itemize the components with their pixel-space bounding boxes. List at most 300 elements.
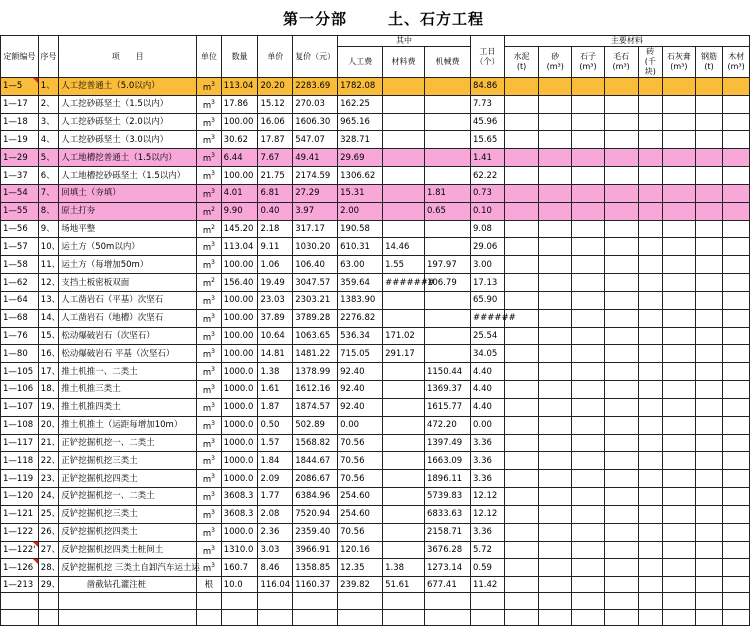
cell-material-qty[interactable]	[663, 220, 696, 238]
cell-total[interactable]: 317.17	[293, 220, 338, 238]
cell-workday[interactable]: 0.00	[470, 416, 504, 434]
cell-machine[interactable]	[424, 327, 470, 345]
cell-material-qty[interactable]	[663, 149, 696, 167]
cell-unit[interactable]	[197, 559, 222, 577]
cell-material-qty[interactable]	[572, 327, 605, 345]
cell-material-qty[interactable]	[663, 505, 696, 523]
cell-code[interactable]: 1—17	[1, 95, 39, 113]
cell-qty[interactable]: 113.04	[221, 78, 258, 96]
cell-material-qty[interactable]	[695, 559, 723, 577]
cell-material-qty[interactable]	[663, 488, 696, 506]
cell-price[interactable]: 2.09	[258, 470, 293, 488]
cell-labor[interactable]: 1306.62	[338, 167, 383, 185]
cell-code[interactable]: 1—126	[1, 559, 39, 577]
cell-material-qty[interactable]	[504, 523, 539, 541]
cell-material-qty[interactable]	[604, 327, 638, 345]
cell-code[interactable]: 1—122	[1, 523, 39, 541]
cell-material-qty[interactable]	[572, 167, 605, 185]
cell-price[interactable]: 8.46	[258, 559, 293, 577]
cell-material-qty[interactable]	[504, 434, 539, 452]
cell-material-qty[interactable]	[723, 167, 750, 185]
cell-material-qty[interactable]	[663, 559, 696, 577]
cell-material-qty[interactable]	[663, 309, 696, 327]
cell-code[interactable]: 1—58	[1, 256, 39, 274]
cell-material-qty[interactable]	[663, 291, 696, 309]
cell-total[interactable]: 1378.99	[293, 363, 338, 381]
cell-item[interactable]: 人工地槽挖普通土（1.5以内）	[59, 149, 197, 167]
cell-material-qty[interactable]	[539, 202, 572, 220]
cell-item[interactable]: 反铲挖掘机挖四类土桩间土	[59, 541, 197, 559]
comment-indicator-icon[interactable]	[33, 559, 38, 564]
cell-material-qty[interactable]	[638, 488, 663, 506]
cell-material-qty[interactable]	[723, 327, 750, 345]
cell-code[interactable]: 1—108	[1, 416, 39, 434]
cell-price[interactable]: 2.18	[258, 220, 293, 238]
cell-unit[interactable]	[197, 505, 222, 523]
cell-unit[interactable]	[197, 452, 222, 470]
cell-material[interactable]: 171.02	[383, 327, 425, 345]
cell-total[interactable]: 270.03	[293, 95, 338, 113]
cell-machine[interactable]: 1615.77	[424, 398, 470, 416]
cell-material-qty[interactable]	[663, 202, 696, 220]
cell-material-qty[interactable]	[638, 238, 663, 256]
cell-unit[interactable]	[197, 577, 222, 593]
cell-material-qty[interactable]	[638, 113, 663, 131]
cell-item[interactable]: 人工挖砂砾坚土（2.0以内）	[59, 113, 197, 131]
cell-total[interactable]: 27.29	[293, 184, 338, 202]
cell-material-qty[interactable]	[539, 559, 572, 577]
cell-unit[interactable]	[197, 327, 222, 345]
empty-cell[interactable]	[572, 609, 605, 625]
cell-labor[interactable]: 1782.08	[338, 78, 383, 96]
cell-material-qty[interactable]	[695, 470, 723, 488]
cell-qty[interactable]: 17.86	[221, 95, 258, 113]
cell-unit[interactable]	[197, 488, 222, 506]
cell-seq[interactable]: 25、	[38, 505, 58, 523]
cell-material[interactable]	[383, 470, 425, 488]
cell-item[interactable]: 原土打夯	[59, 202, 197, 220]
cell-material[interactable]	[383, 452, 425, 470]
cell-material-qty[interactable]	[723, 202, 750, 220]
cell-price[interactable]: 6.81	[258, 184, 293, 202]
cell-total[interactable]: 2283.69	[293, 78, 338, 96]
cell-material-qty[interactable]	[572, 434, 605, 452]
cell-machine[interactable]: 1896.11	[424, 470, 470, 488]
cell-qty[interactable]: 1000.0	[221, 470, 258, 488]
cell-material[interactable]	[383, 184, 425, 202]
cell-material-qty[interactable]	[638, 149, 663, 167]
cell-material-qty[interactable]	[572, 131, 605, 149]
cell-total[interactable]: 2174.59	[293, 167, 338, 185]
cell-price[interactable]: 2.08	[258, 505, 293, 523]
cell-price[interactable]: 7.67	[258, 149, 293, 167]
cell-unit[interactable]	[197, 363, 222, 381]
empty-cell[interactable]	[424, 609, 470, 625]
cell-total[interactable]: 3966.91	[293, 541, 338, 559]
cell-workday[interactable]: 1.41	[470, 149, 504, 167]
cell-item[interactable]: 场地平整	[59, 220, 197, 238]
cell-labor[interactable]: 162.25	[338, 95, 383, 113]
cell-machine[interactable]: 1273.14	[424, 559, 470, 577]
cell-item[interactable]: 推土机推三类土	[59, 381, 197, 399]
cell-price[interactable]: 1.87	[258, 398, 293, 416]
cell-qty[interactable]: 100.00	[221, 113, 258, 131]
empty-cell[interactable]	[59, 609, 197, 625]
cell-material-qty[interactable]	[504, 184, 539, 202]
cell-material-qty[interactable]	[723, 523, 750, 541]
cell-code[interactable]: 1—119	[1, 470, 39, 488]
cell-material-qty[interactable]	[539, 416, 572, 434]
cell-total[interactable]: 6384.96	[293, 488, 338, 506]
cell-material[interactable]	[383, 416, 425, 434]
cell-unit[interactable]	[197, 523, 222, 541]
cell-material[interactable]	[383, 78, 425, 96]
cell-material-qty[interactable]	[638, 202, 663, 220]
cell-material-qty[interactable]	[723, 95, 750, 113]
cell-code[interactable]: 1—5	[1, 78, 39, 96]
cell-material-qty[interactable]	[604, 398, 638, 416]
cell-qty[interactable]: 1000.0	[221, 381, 258, 399]
cell-unit[interactable]	[197, 78, 222, 96]
cell-material-qty[interactable]	[504, 78, 539, 96]
cell-total[interactable]: 3789.28	[293, 309, 338, 327]
cell-unit[interactable]	[197, 238, 222, 256]
cell-material-qty[interactable]	[504, 327, 539, 345]
cell-material-qty[interactable]	[723, 541, 750, 559]
cell-item[interactable]: 人工挖砂砾坚土（3.0以内）	[59, 131, 197, 149]
cell-unit[interactable]	[197, 434, 222, 452]
cell-workday[interactable]: 3.36	[470, 434, 504, 452]
cell-material[interactable]	[383, 381, 425, 399]
cell-item[interactable]: 松动爆破岩石（次坚石）	[59, 327, 197, 345]
cell-labor[interactable]: 92.40	[338, 363, 383, 381]
cell-price[interactable]: 23.03	[258, 291, 293, 309]
cell-material-qty[interactable]	[638, 398, 663, 416]
cell-price[interactable]: 10.64	[258, 327, 293, 345]
cell-material-qty[interactable]	[504, 470, 539, 488]
cell-seq[interactable]: 1、	[38, 78, 58, 96]
cell-qty[interactable]: 30.62	[221, 131, 258, 149]
cell-material-qty[interactable]	[572, 381, 605, 399]
empty-cell[interactable]	[695, 593, 723, 609]
cell-unit[interactable]	[197, 309, 222, 327]
cell-machine[interactable]: 1150.44	[424, 363, 470, 381]
cell-price[interactable]: 14.81	[258, 345, 293, 363]
empty-cell[interactable]	[197, 609, 222, 625]
cell-qty[interactable]: 160.7	[221, 559, 258, 577]
cell-workday[interactable]: 65.90	[470, 291, 504, 309]
cell-material-qty[interactable]	[504, 363, 539, 381]
cell-material-qty[interactable]	[723, 220, 750, 238]
cell-total[interactable]: 1063.65	[293, 327, 338, 345]
cell-qty[interactable]: 100.00	[221, 345, 258, 363]
cell-item[interactable]: 人工挖普通土（5.0以内）	[59, 78, 197, 96]
empty-cell[interactable]	[221, 609, 258, 625]
cell-material-qty[interactable]	[723, 274, 750, 292]
cell-material-qty[interactable]	[638, 167, 663, 185]
cell-price[interactable]: 15.12	[258, 95, 293, 113]
cell-material-qty[interactable]	[723, 470, 750, 488]
cell-item[interactable]: 运土方（每增加50m）	[59, 256, 197, 274]
cell-seq[interactable]: 19、	[38, 398, 58, 416]
cell-seq[interactable]: 18、	[38, 381, 58, 399]
cell-qty[interactable]: 3608.3	[221, 505, 258, 523]
cell-workday[interactable]: 12.12	[470, 505, 504, 523]
cell-material-qty[interactable]	[604, 149, 638, 167]
cell-price[interactable]: 1.57	[258, 434, 293, 452]
cell-material-qty[interactable]	[638, 256, 663, 274]
cell-total[interactable]: 2086.67	[293, 470, 338, 488]
cell-material-qty[interactable]	[695, 381, 723, 399]
cell-material[interactable]	[383, 505, 425, 523]
cell-material-qty[interactable]	[572, 238, 605, 256]
cell-material[interactable]	[383, 363, 425, 381]
cell-qty[interactable]: 100.00	[221, 167, 258, 185]
cell-material-qty[interactable]	[604, 95, 638, 113]
empty-cell[interactable]	[338, 593, 383, 609]
cell-material-qty[interactable]	[663, 78, 696, 96]
cell-code[interactable]: 1—122'	[1, 541, 39, 559]
cell-qty[interactable]: 1000.0	[221, 398, 258, 416]
cell-material-qty[interactable]	[572, 309, 605, 327]
cell-machine[interactable]	[424, 78, 470, 96]
cell-code[interactable]: 1—55	[1, 202, 39, 220]
cell-machine[interactable]: 0.65	[424, 202, 470, 220]
cell-material-qty[interactable]	[504, 95, 539, 113]
cell-material-qty[interactable]	[638, 274, 663, 292]
cell-workday[interactable]: 3.36	[470, 523, 504, 541]
cell-seq[interactable]: 22、	[38, 452, 58, 470]
cell-material-qty[interactable]	[638, 95, 663, 113]
cell-material-qty[interactable]	[572, 488, 605, 506]
cell-code[interactable]: 1—57	[1, 238, 39, 256]
cell-code[interactable]: 1—117	[1, 434, 39, 452]
cell-material-qty[interactable]	[604, 238, 638, 256]
cell-seq[interactable]: 10、	[38, 238, 58, 256]
empty-cell[interactable]	[638, 609, 663, 625]
cell-qty[interactable]: 4.01	[221, 184, 258, 202]
cell-material[interactable]: 1.38	[383, 559, 425, 577]
cell-material-qty[interactable]	[539, 238, 572, 256]
cell-material-qty[interactable]	[695, 184, 723, 202]
empty-cell[interactable]	[470, 609, 504, 625]
cell-material-qty[interactable]	[504, 488, 539, 506]
empty-cell[interactable]	[1, 593, 39, 609]
cell-seq[interactable]: 4、	[38, 131, 58, 149]
cell-material-qty[interactable]	[572, 523, 605, 541]
cell-machine[interactable]	[424, 309, 470, 327]
cell-material[interactable]	[383, 113, 425, 131]
cell-qty[interactable]: 1000.0	[221, 416, 258, 434]
cell-material-qty[interactable]	[695, 256, 723, 274]
cell-material-qty[interactable]	[723, 434, 750, 452]
cell-material-qty[interactable]	[604, 113, 638, 131]
cell-material-qty[interactable]	[604, 381, 638, 399]
cell-material-qty[interactable]	[539, 345, 572, 363]
cell-material-qty[interactable]	[663, 184, 696, 202]
cell-unit[interactable]	[197, 416, 222, 434]
cell-unit[interactable]	[197, 167, 222, 185]
cell-item[interactable]: 人工凿岩石（地槽）次坚石	[59, 309, 197, 327]
cell-item[interactable]: 反铲挖掘机挖 三类土自卸汽车运土运	[59, 559, 197, 577]
cell-material-qty[interactable]	[723, 309, 750, 327]
cell-material-qty[interactable]	[572, 398, 605, 416]
cell-material-qty[interactable]	[723, 256, 750, 274]
empty-cell[interactable]	[504, 593, 539, 609]
cell-unit[interactable]	[197, 256, 222, 274]
cell-price[interactable]: 1.84	[258, 452, 293, 470]
cell-workday[interactable]: 9.08	[470, 220, 504, 238]
cell-material-qty[interactable]	[604, 309, 638, 327]
cell-workday[interactable]: 84.86	[470, 78, 504, 96]
empty-cell[interactable]	[338, 609, 383, 625]
cell-labor[interactable]: 63.00	[338, 256, 383, 274]
cell-material-qty[interactable]	[572, 291, 605, 309]
cell-material-qty[interactable]	[572, 95, 605, 113]
empty-cell[interactable]	[604, 609, 638, 625]
empty-cell[interactable]	[504, 609, 539, 625]
cell-item[interactable]: 人工地槽挖砂砾坚土（1.5以内）	[59, 167, 197, 185]
cell-material-qty[interactable]	[572, 202, 605, 220]
empty-cell[interactable]	[221, 593, 258, 609]
cell-material-qty[interactable]	[663, 131, 696, 149]
cell-material-qty[interactable]	[695, 327, 723, 345]
cell-material-qty[interactable]	[695, 113, 723, 131]
cell-material-qty[interactable]	[539, 523, 572, 541]
cell-material-qty[interactable]	[572, 220, 605, 238]
cell-material-qty[interactable]	[723, 131, 750, 149]
cell-material-qty[interactable]	[695, 149, 723, 167]
cell-labor[interactable]: 2.00	[338, 202, 383, 220]
cell-labor[interactable]: 92.40	[338, 381, 383, 399]
cell-material-qty[interactable]	[604, 363, 638, 381]
cell-material-qty[interactable]	[572, 184, 605, 202]
cell-seq[interactable]: 2、	[38, 95, 58, 113]
cell-material-qty[interactable]	[663, 541, 696, 559]
cell-labor[interactable]: 70.56	[338, 434, 383, 452]
cell-material-qty[interactable]	[723, 113, 750, 131]
cell-seq[interactable]: 29、	[38, 577, 58, 593]
cell-material-qty[interactable]	[695, 363, 723, 381]
cell-price[interactable]: 0.40	[258, 202, 293, 220]
cell-material[interactable]	[383, 488, 425, 506]
cell-workday[interactable]: 0.10	[470, 202, 504, 220]
cell-material-qty[interactable]	[572, 256, 605, 274]
cell-machine[interactable]: 197.97	[424, 256, 470, 274]
cell-machine[interactable]	[424, 291, 470, 309]
cell-total[interactable]: 1358.85	[293, 559, 338, 577]
cell-qty[interactable]: 6.44	[221, 149, 258, 167]
cell-material-qty[interactable]	[572, 149, 605, 167]
cell-material-qty[interactable]	[539, 184, 572, 202]
empty-cell[interactable]	[695, 609, 723, 625]
cell-material-qty[interactable]	[504, 220, 539, 238]
cell-labor[interactable]: 254.60	[338, 488, 383, 506]
cell-material-qty[interactable]	[695, 398, 723, 416]
cell-labor[interactable]: 0.00	[338, 416, 383, 434]
cell-total[interactable]: 547.07	[293, 131, 338, 149]
cell-material-qty[interactable]	[504, 541, 539, 559]
cell-code[interactable]: 1—120	[1, 488, 39, 506]
cell-material-qty[interactable]	[638, 416, 663, 434]
cell-item[interactable]: 正铲挖掘机挖三类土	[59, 452, 197, 470]
cell-material-qty[interactable]	[539, 113, 572, 131]
cell-material-qty[interactable]	[604, 256, 638, 274]
cell-seq[interactable]: 3、	[38, 113, 58, 131]
cell-price[interactable]: 0.50	[258, 416, 293, 434]
cell-material-qty[interactable]	[604, 131, 638, 149]
cell-total[interactable]: 2303.21	[293, 291, 338, 309]
cell-material-qty[interactable]	[638, 78, 663, 96]
cell-material-qty[interactable]	[539, 381, 572, 399]
cell-material-qty[interactable]	[504, 202, 539, 220]
empty-cell[interactable]	[572, 593, 605, 609]
cell-qty[interactable]: 100.00	[221, 309, 258, 327]
cell-qty[interactable]: 1000.0	[221, 452, 258, 470]
cell-material-qty[interactable]	[695, 291, 723, 309]
cell-material-qty[interactable]	[663, 238, 696, 256]
cell-labor[interactable]: 12.35	[338, 559, 383, 577]
cell-material-qty[interactable]	[695, 220, 723, 238]
cell-machine[interactable]: 1.81	[424, 184, 470, 202]
cell-workday[interactable]: 17.13	[470, 274, 504, 292]
cell-material[interactable]	[383, 202, 425, 220]
cell-material-qty[interactable]	[663, 470, 696, 488]
cell-price[interactable]: 1.06	[258, 256, 293, 274]
cell-material[interactable]: #######	[383, 274, 425, 292]
cell-material-qty[interactable]	[504, 113, 539, 131]
cell-seq[interactable]: 6、	[38, 167, 58, 185]
cell-labor[interactable]: 610.31	[338, 238, 383, 256]
cell-material[interactable]	[383, 167, 425, 185]
cell-workday[interactable]: 0.59	[470, 559, 504, 577]
cell-material-qty[interactable]	[695, 452, 723, 470]
cell-unit[interactable]	[197, 381, 222, 399]
cell-material-qty[interactable]	[723, 505, 750, 523]
cell-qty[interactable]: 156.40	[221, 274, 258, 292]
cell-unit[interactable]	[197, 202, 222, 220]
cell-material-qty[interactable]	[663, 434, 696, 452]
cell-code[interactable]: 1—29	[1, 149, 39, 167]
cell-material-qty[interactable]	[604, 488, 638, 506]
cell-price[interactable]: 20.20	[258, 78, 293, 96]
cell-machine[interactable]	[424, 220, 470, 238]
cell-workday[interactable]: 29.06	[470, 238, 504, 256]
cell-machine[interactable]: 472.20	[424, 416, 470, 434]
cell-labor[interactable]: 715.05	[338, 345, 383, 363]
cell-material-qty[interactable]	[695, 167, 723, 185]
cell-material-qty[interactable]	[638, 505, 663, 523]
cell-total[interactable]: 1606.30	[293, 113, 338, 131]
cell-material-qty[interactable]	[695, 416, 723, 434]
cell-total[interactable]: 1568.82	[293, 434, 338, 452]
cell-unit[interactable]	[197, 541, 222, 559]
cell-material[interactable]	[383, 291, 425, 309]
cell-material-qty[interactable]	[695, 131, 723, 149]
cell-labor[interactable]: 70.56	[338, 470, 383, 488]
cell-material-qty[interactable]	[539, 470, 572, 488]
cell-material-qty[interactable]	[723, 291, 750, 309]
empty-cell[interactable]	[723, 609, 750, 625]
cell-unit[interactable]	[197, 274, 222, 292]
cell-item[interactable]: 凿截钻孔灌注桩	[59, 577, 197, 593]
cell-price[interactable]: 9.11	[258, 238, 293, 256]
cell-material-qty[interactable]	[504, 274, 539, 292]
cell-material-qty[interactable]	[572, 559, 605, 577]
cell-material-qty[interactable]	[539, 220, 572, 238]
cell-material-qty[interactable]	[723, 452, 750, 470]
cell-material-qty[interactable]	[539, 274, 572, 292]
